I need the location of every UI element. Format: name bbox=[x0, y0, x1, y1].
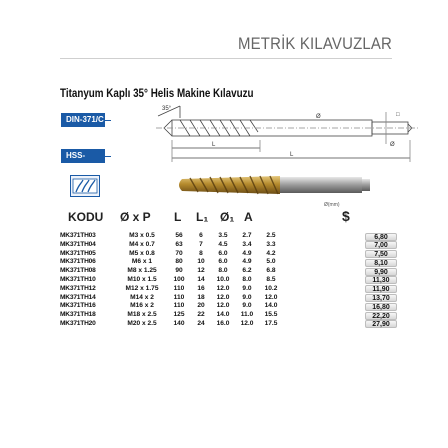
row-length: 56 bbox=[175, 232, 183, 239]
table-header bbox=[60, 210, 380, 228]
row-size: M14 x 2 bbox=[130, 293, 154, 301]
row-diameter-1: 10.0 bbox=[216, 275, 230, 283]
row-drill-diameter: 17.5 bbox=[264, 319, 278, 327]
price-table bbox=[60, 232, 390, 329]
row-drill-diameter: 15.5 bbox=[264, 311, 278, 319]
row-drill-diameter: 2.5 bbox=[266, 232, 276, 239]
material-badge: HSS-M2AL bbox=[61, 149, 105, 163]
heading-divider bbox=[60, 58, 392, 59]
row-length-1: 7 bbox=[199, 240, 203, 248]
row-drill-diameter: 3.3 bbox=[266, 240, 276, 248]
row-length: 140 bbox=[173, 319, 185, 327]
table-row bbox=[60, 275, 390, 285]
row-length-1: 18 bbox=[197, 293, 205, 301]
row-drill-diameter: 10.2 bbox=[264, 284, 278, 292]
row-code: MK371TH18 bbox=[60, 311, 96, 319]
row-a: 9.0 bbox=[242, 293, 252, 301]
row-length-1: 8 bbox=[199, 249, 203, 257]
row-a: 9.0 bbox=[242, 302, 252, 310]
table-row bbox=[60, 302, 390, 311]
row-a: 6.2 bbox=[242, 267, 252, 275]
row-size: M12 x 1.75 bbox=[125, 284, 159, 292]
product-subtitle: Titanyum Kaplı 35° Helis Makine Kılavuzu bbox=[60, 86, 254, 100]
row-size: M20 x 2.5 bbox=[127, 319, 157, 327]
row-length: 100 bbox=[173, 275, 185, 283]
row-size: M10 x 1.5 bbox=[127, 275, 157, 283]
row-size: M8 x 1.25 bbox=[127, 267, 157, 275]
row-size: M4 x 0.7 bbox=[129, 240, 155, 248]
row-diameter-1: 12.0 bbox=[216, 293, 230, 301]
row-length-1: 6 bbox=[199, 232, 203, 239]
row-diameter-1: 8.0 bbox=[218, 267, 228, 275]
helical-flute-icon bbox=[70, 175, 100, 197]
row-price: 11,90 bbox=[365, 285, 397, 293]
row-length-1: 16 bbox=[197, 284, 205, 292]
diameter-label: Ø bbox=[316, 114, 321, 120]
row-diameter-1: 12.0 bbox=[216, 302, 230, 310]
row-length-1: 10 bbox=[197, 258, 205, 266]
row-code: MK371TH20 bbox=[60, 319, 96, 327]
length-label: L bbox=[290, 152, 294, 158]
header-length: L bbox=[174, 210, 182, 224]
row-a: 4.9 bbox=[242, 249, 252, 257]
row-diameter-1: 6.0 bbox=[218, 249, 228, 257]
row-drill-diameter: 8.5 bbox=[266, 275, 276, 283]
units-label: Ø(mm) bbox=[324, 202, 340, 208]
row-price: 9,90 bbox=[365, 268, 397, 276]
row-length: 90 bbox=[175, 267, 183, 275]
row-length-1: 24 bbox=[197, 319, 205, 327]
row-code: MK371TH10 bbox=[60, 275, 96, 283]
row-size: M18 x 2.5 bbox=[127, 311, 157, 319]
row-price: 22,20 bbox=[365, 312, 397, 320]
header-size: Ø x P bbox=[120, 210, 151, 224]
row-code: MK371TH14 bbox=[60, 293, 96, 301]
row-a: 8.0 bbox=[242, 275, 252, 283]
row-drill-diameter: 12.0 bbox=[264, 293, 278, 301]
row-price: 8,10 bbox=[365, 259, 397, 267]
row-size: M3 x 0.5 bbox=[129, 232, 155, 239]
tap-technical-drawing bbox=[150, 102, 430, 166]
row-diameter-1: 16.0 bbox=[216, 319, 230, 327]
header-price: $ bbox=[342, 208, 350, 224]
row-drill-diameter: 14.0 bbox=[264, 302, 278, 310]
row-drill-diameter: 4.2 bbox=[266, 249, 276, 257]
row-length-1: 14 bbox=[197, 275, 205, 283]
table-row bbox=[60, 311, 390, 320]
table-row bbox=[60, 232, 388, 241]
row-price: 6,80 bbox=[365, 233, 397, 241]
row-a: 9.0 bbox=[242, 284, 252, 292]
row-price: 16,80 bbox=[365, 303, 397, 311]
table-row bbox=[60, 293, 390, 303]
row-a: 11.0 bbox=[240, 311, 254, 319]
row-a: 12.0 bbox=[240, 319, 254, 327]
row-code: MK371TH06 bbox=[60, 258, 96, 266]
header-a: A bbox=[244, 210, 253, 224]
page-heading: METRİK KILAVUZLAR bbox=[237, 34, 392, 53]
row-size: M6 x 1 bbox=[131, 258, 153, 266]
row-a: 2.7 bbox=[242, 232, 252, 239]
row-code: MK371TH03 bbox=[60, 232, 96, 239]
row-diameter-1: 14.0 bbox=[216, 311, 230, 319]
row-diameter-1: 3.5 bbox=[218, 232, 228, 239]
row-diameter-1: 6.0 bbox=[218, 258, 228, 266]
row-code: MK371TH12 bbox=[60, 284, 96, 292]
table-row bbox=[60, 267, 388, 276]
standard-badge: DIN-371/C bbox=[61, 113, 105, 127]
table-row bbox=[60, 240, 388, 250]
header-code: KODU bbox=[68, 210, 104, 224]
row-price: 7,50 bbox=[365, 250, 397, 258]
square-label: □ bbox=[396, 112, 400, 118]
row-length: 125 bbox=[173, 311, 185, 319]
row-code: MK371TH08 bbox=[60, 267, 96, 275]
badge-connector bbox=[105, 120, 111, 121]
row-length: 110 bbox=[173, 293, 185, 301]
row-code: MK371TH05 bbox=[60, 249, 96, 257]
row-length: 80 bbox=[175, 258, 183, 266]
table-row bbox=[60, 319, 390, 329]
header-length-1: L₁ bbox=[196, 210, 209, 224]
table-row bbox=[60, 284, 390, 294]
row-length: 63 bbox=[175, 240, 183, 248]
row-length: 70 bbox=[175, 249, 183, 257]
row-a: 4.9 bbox=[242, 258, 252, 266]
header-diameter-1: Ø₁ bbox=[220, 210, 235, 224]
row-diameter-1: 4.5 bbox=[218, 240, 228, 248]
length-1-label: L bbox=[212, 142, 216, 148]
row-length: 110 bbox=[173, 302, 185, 310]
shank-diameter-label: Ø bbox=[390, 142, 395, 148]
table-row bbox=[60, 249, 388, 259]
row-price: 13,70 bbox=[365, 294, 397, 302]
row-drill-diameter: 6.8 bbox=[266, 267, 276, 275]
badge-connector bbox=[105, 156, 111, 157]
row-a: 3.4 bbox=[242, 240, 252, 248]
table-row bbox=[60, 258, 388, 267]
row-price: 11,30 bbox=[365, 276, 397, 284]
row-code: MK371TH16 bbox=[60, 302, 96, 310]
row-drill-diameter: 5.0 bbox=[266, 258, 276, 266]
row-code: MK371TH04 bbox=[60, 240, 96, 248]
row-size: M16 x 2 bbox=[130, 302, 154, 310]
row-length-1: 22 bbox=[197, 311, 205, 319]
row-length-1: 12 bbox=[197, 267, 205, 275]
row-size: M5 x 0.8 bbox=[129, 249, 155, 257]
row-price: 27,90 bbox=[365, 320, 397, 328]
coated-tap-photo bbox=[176, 168, 372, 202]
angle-label: 35° bbox=[162, 106, 172, 112]
row-length-1: 20 bbox=[197, 302, 205, 310]
row-length: 110 bbox=[173, 284, 185, 292]
row-price: 7,00 bbox=[365, 241, 397, 249]
row-diameter-1: 12.0 bbox=[216, 284, 230, 292]
